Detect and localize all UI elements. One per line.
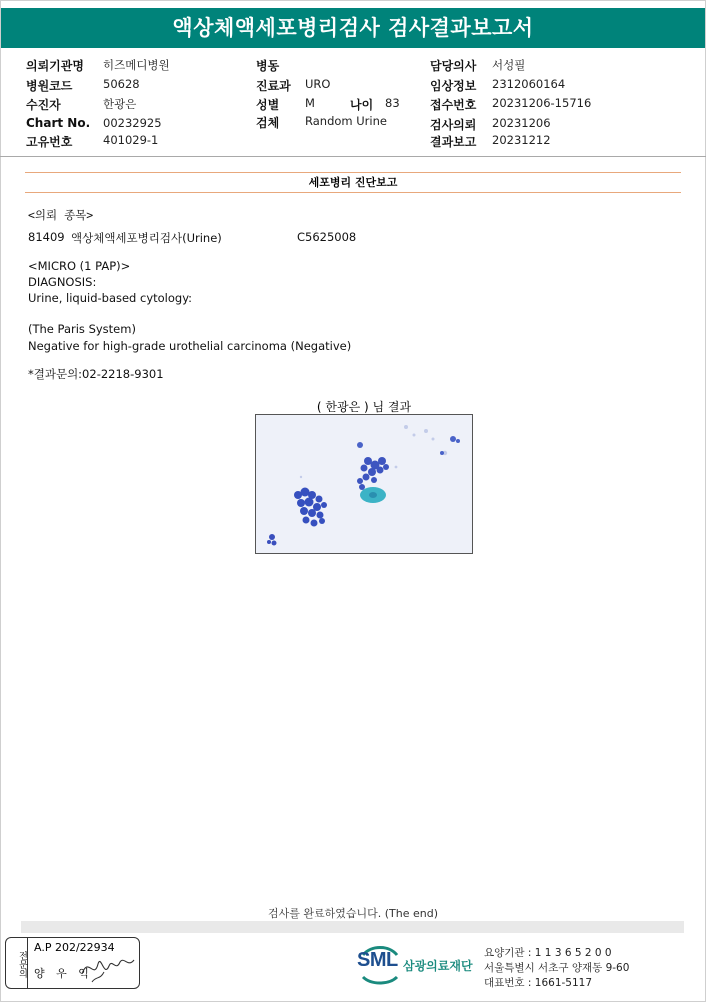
label-chart-no: Chart No. xyxy=(26,116,91,130)
value-doctor: 서성필 xyxy=(492,58,526,72)
value-specimen: Random Urine xyxy=(305,114,387,128)
cytology-micrograph xyxy=(256,415,473,554)
value-department: URO xyxy=(305,77,331,91)
result-contact: *결과문의:02-2218-9301 xyxy=(28,367,164,381)
patient-info xyxy=(0,0,706,160)
paris-system: (The Paris System) xyxy=(28,322,136,336)
order-header: <의뢰 종목> xyxy=(28,208,94,222)
footer-phone: 대표번호 : 1661-5117 xyxy=(484,977,593,989)
label-request-date: 검사의뢰 xyxy=(430,118,477,132)
logo-name: 삼광의료재단 xyxy=(403,959,473,973)
pathologist-sign-box xyxy=(5,937,140,989)
label-doctor: 담당의사 xyxy=(430,59,477,73)
label-specimen: 검체 xyxy=(256,116,280,130)
label-age: 나이 xyxy=(350,98,374,112)
section-title: 세포병리 진단보고 xyxy=(308,176,398,189)
label-hospital-code: 병원코드 xyxy=(26,79,73,93)
specialist-label: 전문의 xyxy=(6,938,28,988)
micro-header: <MICRO (1 PAP)> xyxy=(28,259,131,273)
order-name: 액상체액세포병리검사(Urine) xyxy=(71,231,222,245)
value-chart-no: 00232925 xyxy=(103,116,162,130)
cytology-image xyxy=(255,414,473,554)
label-institution: 의뢰기관명 xyxy=(26,59,84,73)
label-ward: 병동 xyxy=(256,59,280,73)
value-hospital-code: 50628 xyxy=(103,77,140,91)
value-request-date: 20231206 xyxy=(492,116,551,130)
label-report-date: 결과보고 xyxy=(430,135,477,149)
value-sex: M xyxy=(305,96,315,110)
footer-address: 서울특별시 서초구 양재동 9-60 xyxy=(484,962,630,974)
ap-number: A.P 202/22934 xyxy=(34,941,115,954)
value-institution: 히즈메디병원 xyxy=(103,58,170,72)
order-specimen-no: C5625008 xyxy=(297,230,357,244)
info-divider xyxy=(0,156,706,157)
report-title: 액상체액세포병리검사 검사결과보고서 xyxy=(1,8,705,48)
sml-logo xyxy=(357,943,477,987)
label-clinical-info: 임상정보 xyxy=(430,79,477,93)
value-age: 83 xyxy=(385,96,400,110)
end-text: 검사를 완료하였습니다. (The end) xyxy=(267,907,438,920)
section-band xyxy=(25,172,681,193)
value-patient: 한광은 xyxy=(103,97,137,111)
label-department: 진료과 xyxy=(256,79,291,93)
label-unique-no: 고유번호 xyxy=(26,135,73,149)
footer-institution-code: 요양기관 : 1 1 3 6 5 2 0 0 xyxy=(484,947,612,959)
pathologist-name: 양 우 익 xyxy=(34,967,93,980)
signature-icon xyxy=(78,950,138,984)
specimen-description: Urine, liquid-based cytology: xyxy=(28,291,193,305)
order-code: 81409 xyxy=(28,230,65,244)
label-sex: 성별 xyxy=(256,98,280,112)
diagnosis-label: DIAGNOSIS: xyxy=(28,275,97,289)
label-receipt-no: 접수번호 xyxy=(430,98,477,112)
value-report-date: 20231212 xyxy=(492,133,551,147)
image-caption: ( 한광은 ) 님 결과 xyxy=(316,400,412,414)
value-receipt-no: 20231206-15716 xyxy=(492,96,592,110)
label-patient: 수진자 xyxy=(26,98,61,112)
value-unique-no: 401029-1 xyxy=(103,133,159,147)
diagnosis-result: Negative for high-grade urothelial carcinoma (Negative) xyxy=(28,339,352,353)
value-clinical-info: 2312060164 xyxy=(492,77,566,91)
logo-mark: SML xyxy=(357,949,398,971)
end-bar xyxy=(21,921,684,933)
